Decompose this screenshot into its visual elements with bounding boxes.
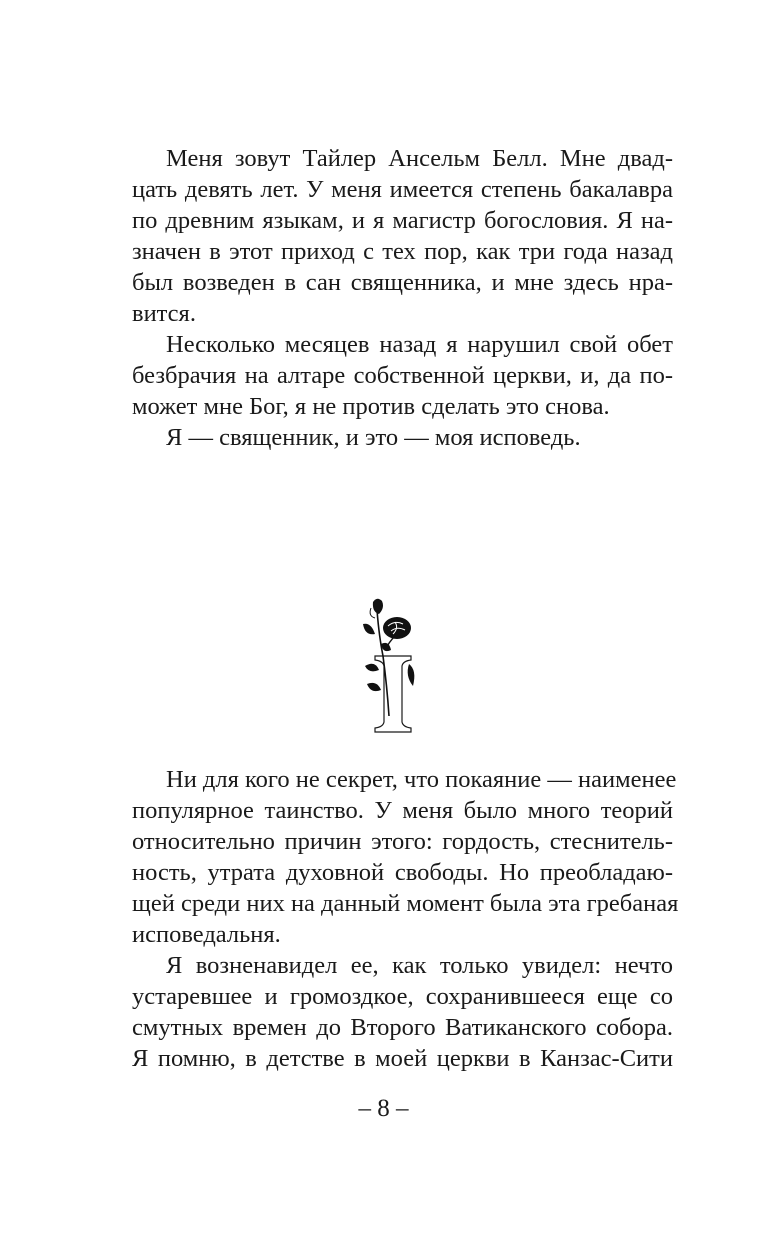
text-block-intro — [132, 143, 673, 453]
text-line: Я — священник, и это — моя исповедь. — [166, 424, 581, 451]
chapter-ornament — [355, 596, 423, 736]
text-line: по древним языкам, и я магистр богословия. Я на- — [132, 207, 673, 234]
text-line: щей среди них на данный момент была эта гребаная — [132, 890, 679, 917]
text-line: Меня зовут Тайлер Ансельм Белл. Мне двад- — [166, 145, 673, 172]
text-line: Я помню, в детстве в моей церкви в Канзас-Сити — [132, 1045, 673, 1072]
text-line: относительно причин этого: гордость, стеснитель- — [132, 828, 673, 855]
text-line: Несколько месяцев назад я нарушил свой обет — [166, 331, 673, 358]
text-line: безбрачия на алтаре собственной церкви, и, да по- — [132, 362, 673, 389]
page-number: – 8 – — [358, 1095, 409, 1122]
rose-icon — [355, 596, 423, 736]
text-line: смутных времен до Второго Ватиканского собора. — [132, 1014, 673, 1041]
text-line: цать девять лет. У меня имеется степень бакалавра — [132, 176, 673, 203]
text-line: устаревшее и громоздкое, сохранившееся еще со — [132, 983, 673, 1010]
text-line: ность, утрата духовной свободы. Но преобладаю- — [132, 859, 673, 886]
text-line: исповедальня. — [132, 921, 281, 948]
text-line: может мне Бог, я не против сделать это снова. — [132, 393, 610, 420]
text-block-chapter — [132, 764, 679, 1074]
text-line: Я возненавидел ее, как только увидел: нечто — [166, 952, 673, 979]
text-line: вится. — [132, 300, 196, 327]
text-line: значен в этот приход с тех пор, как три года назад — [132, 238, 673, 265]
text-line: был возведен в сан священника, и мне здесь нра- — [132, 269, 673, 296]
text-line: популярное таинство. У меня было много теорий — [132, 797, 673, 824]
text-line: Ни для кого не секрет, что покаяние — наименее — [166, 766, 677, 793]
